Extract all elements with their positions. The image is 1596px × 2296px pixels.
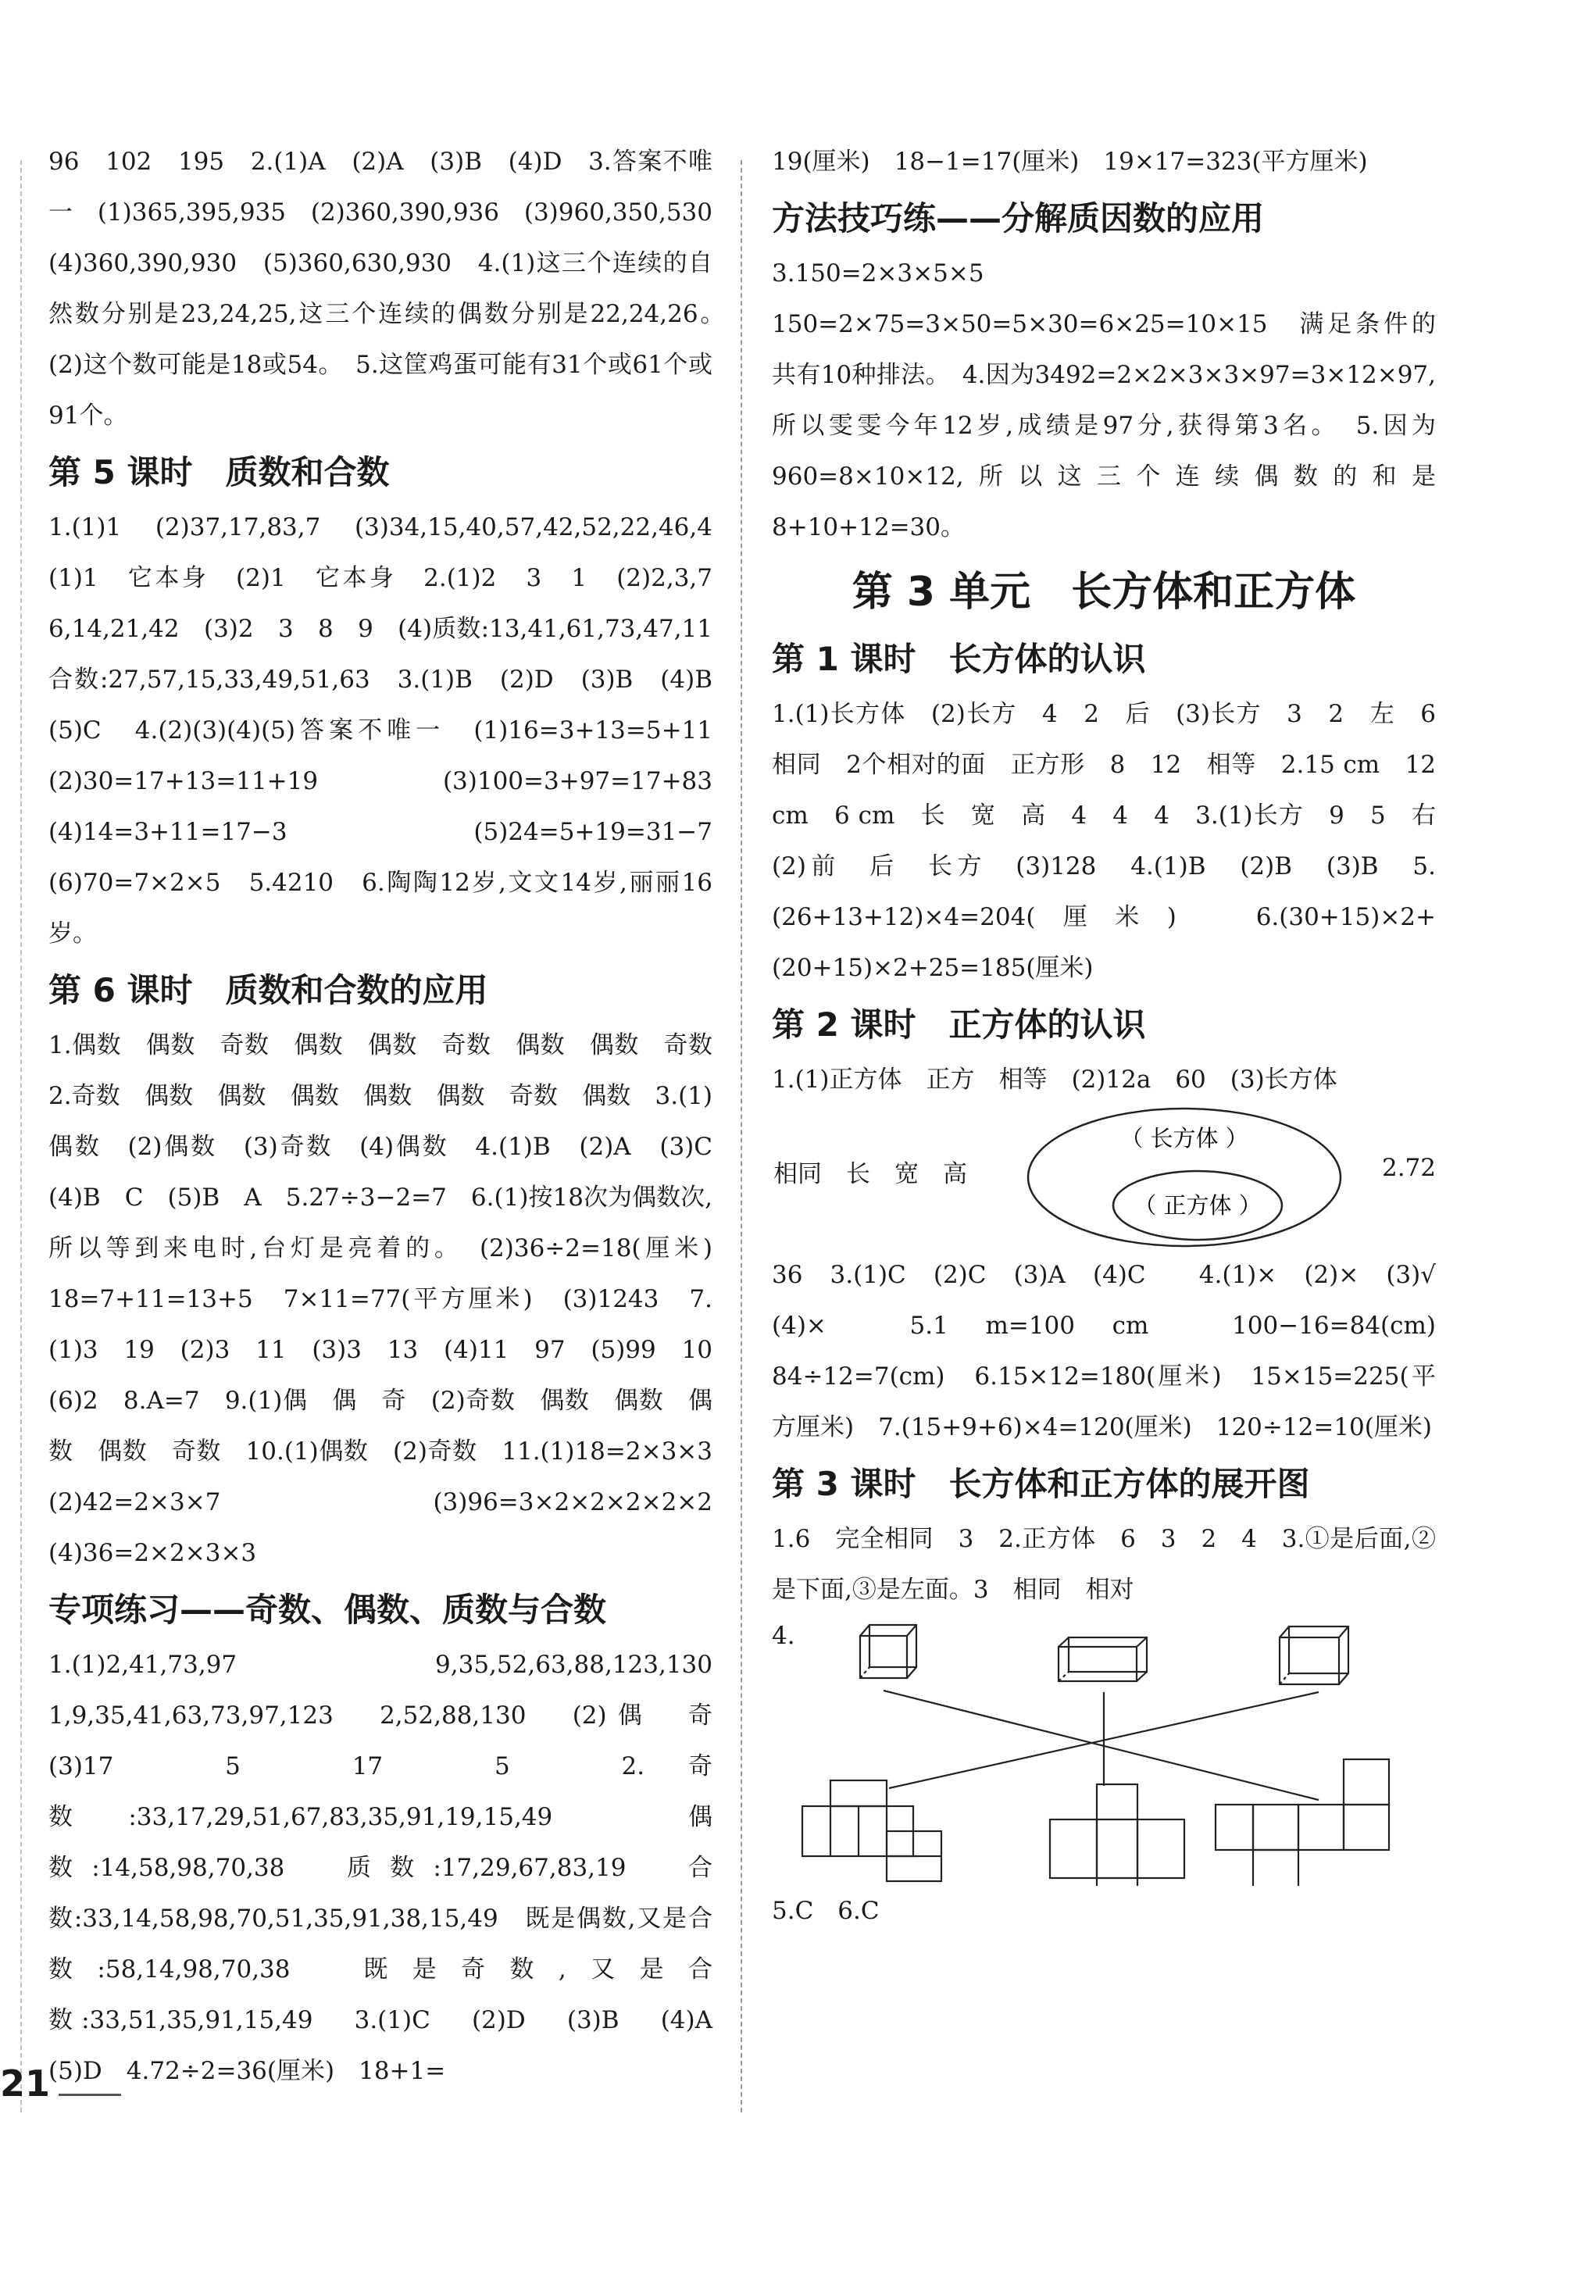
cube-icon (860, 1625, 916, 1678)
lesson-heading: 第 3 课时 长方体和正方体的展开图 (772, 1465, 1310, 1503)
venn-outer-label: （ 长方体 ） (1120, 1125, 1248, 1152)
cube-icon (1280, 1626, 1348, 1684)
cuboid-net (1050, 1784, 1184, 1886)
venn-right-label: 2.72 (1381, 1154, 1436, 1182)
answer-paragraph: 96 102 195 2.(1)A (2)A (3)B (4)D 3.答案不唯一 (1)365,395,935 (2)360,390,936 (3)960,350,530 (4)360,390,930 (5)360,630,930 4.(1)这三个连续的自然数分别是23,24,25,这三个连续的偶数分别是22,24,26。 (2)这个数可能是18或54。 5.这筐鸡蛋可能有31个或61个或91个。 (48, 148, 737, 430)
cube-net (802, 1780, 941, 1881)
venn-diagram-row (772, 1105, 1436, 1250)
left-column (48, 137, 737, 2097)
net-figure-svg (772, 1620, 1436, 1886)
lesson-heading: 第 5 课时 质数和合数 (48, 453, 390, 491)
answer-paragraph: 1.(1)正方体 正方 相等 (2)12a 60 (3)长方体 (772, 1066, 1337, 1094)
unit-title: 第 3 单元 长方体和正方体 (852, 569, 1356, 616)
left-margin-rule (20, 160, 22, 2112)
cube-net (1216, 1759, 1389, 1886)
answer-paragraph: 1.(1)长方体 (2)长方 4 2 后 (3)长方 3 2 左 6 相同 2个相对的面 正方形 8 12 相等 2.15 cm 12 cm 6 cm 长 宽 高 4 4 4 3.(1)长方 9 5 右 (2)前 后 长方 (3)128 4.(1)B (2)B (3)B 5.(26+13+12)×4=204(厘米) 6.(30+15)×2+(20+15)×2+25=185(厘米) (772, 700, 1460, 982)
answer-paragraph: 19(厘米) 18−1=17(厘米) 19×17=323(平方厘米) (772, 148, 1368, 176)
page-number: 21 (0, 2062, 51, 2105)
answer-paragraph: 3.150=2×3×5×5 150=2×75=3×50=5×30=6×25=10×15 满足条件的共有10种排法。 4.因为3492=2×2×3×3×97=3×12×97,所以雯雯今年12岁,成绩是97分,获得第3名。 5.因为960=8×10×12,所以这三个连续偶数的和是8+10+12=30。 (772, 259, 1436, 541)
lesson-heading: 专项练习——奇数、偶数、质数与合数 (48, 1591, 607, 1629)
lesson-heading: 第 6 课时 质数和合数的应用 (48, 971, 488, 1009)
answer-paragraph: 1.偶数 偶数 奇数 偶数 偶数 奇数 偶数 偶数 奇数 2.奇数 偶数 偶数 偶数 偶数 偶数 奇数 偶数 3.(1)偶数 (2)偶数 (3)奇数 (4)偶数 4.(1)B (2)A (3)C (4)B C (5)B A 5.27÷3−2=7 6.(1)按18次为偶数次,所以等到来电时,台灯是亮着的。 (2)36÷2=18(厘米) 18=7+11=13+5 7×11=77(平方厘米) (3)1243 7.(1)3 19 (2)3 11 (3)3 13 (4)11 97 (5)99 10 (6)2 8.A=7 9.(1)偶 偶 奇 (2)奇数 偶数 偶数 偶数 偶数 奇数 10.(1)偶数 (2)奇数 11.(1)18=2×3×3 (2)42=2×3×7 (3)96=3×2×2×2×2×2 (4)36=2×2×3×3 (48, 1031, 737, 1567)
lesson-heading: 第 1 课时 长方体的认识 (772, 640, 1146, 678)
figure-label: 4. (772, 1622, 795, 1650)
footer-rule (59, 2094, 121, 2096)
venn-left-label: 相同 长 宽 高 (773, 1160, 967, 1188)
answer-paragraph: 36 3.(1)C (2)C (3)A (4)C 4.(1)× (2)× (3)√ (4)× 5.1 m=100 cm 100−16=84(cm) 84÷12=7(cm) 6.15×12=180(厘米) 15×15=225(平方厘米) 7.(15+9+6)×4=120(厘米) 120÷12=10(厘米) (772, 1261, 1460, 1441)
right-column (772, 137, 1460, 1937)
cuboid-icon (1059, 1637, 1147, 1681)
answer-paragraph: 1.(1)2,41,73,97 9,35,52,63,88,123,130 1,9,35,41,63,73,97,123 2,52,88,130 (2)偶 奇 (3)17 5 17 5 2.奇数:33,17,29,51,67,83,35,91,19,15,49 偶数:14,58,98,70,38 质数:17,29,67,83,19 合数:33,14,58,98,70,51,35,91,38,15,49 既是偶数,又是合数:58,14,98,70,38 既是奇数,又是合数:33,51,35,91,15,49 3.(1)C (2)D (3)B (4)A (5)D 4.72÷2=36(厘米) 18+1= (48, 1651, 737, 2085)
answer-paragraph: 1.(1)1 (2)37,17,83,7 (3)34,15,40,57,42,52,22,46,4 (1)1 它本身 (2)1 它本身 2.(1)2 3 1 (2)2,3,7 6,14,21,42 (3)2 3 8 9 (4)质数:13,41,61,73,47,11 合数:27,57,15,33,49,51,63 3.(1)B (2)D (3)B (4)B (5)C 4.(2)(3)(4)(5)答案不唯一 (1)16=3+13=5+11 (2)30=17+13=11+19 (3)100=3+97=17+83 (4)14=3+11=17−3 (5)24=5+19=31−7 (6)70=7×2×5 5.4210 6.陶陶12岁,文文14岁,丽丽16岁。 (48, 513, 737, 948)
lesson-heading: 第 2 课时 正方体的认识 (772, 1005, 1146, 1044)
column-divider (741, 160, 742, 2112)
venn-inner-label: （ 正方体 ） (1134, 1192, 1262, 1219)
lesson-heading: 方法技巧练——分解质因数的应用 (772, 199, 1265, 237)
last-answers: 5.C 6.C (772, 1897, 880, 1925)
net-matching-figure (772, 1620, 1436, 1886)
answer-paragraph: 1.6 完全相同 3 2.正方体 6 3 2 4 3.①是后面,②是下面,③是左面。3 相同 相对 (772, 1525, 1436, 1604)
venn-diagram (1024, 1105, 1344, 1250)
